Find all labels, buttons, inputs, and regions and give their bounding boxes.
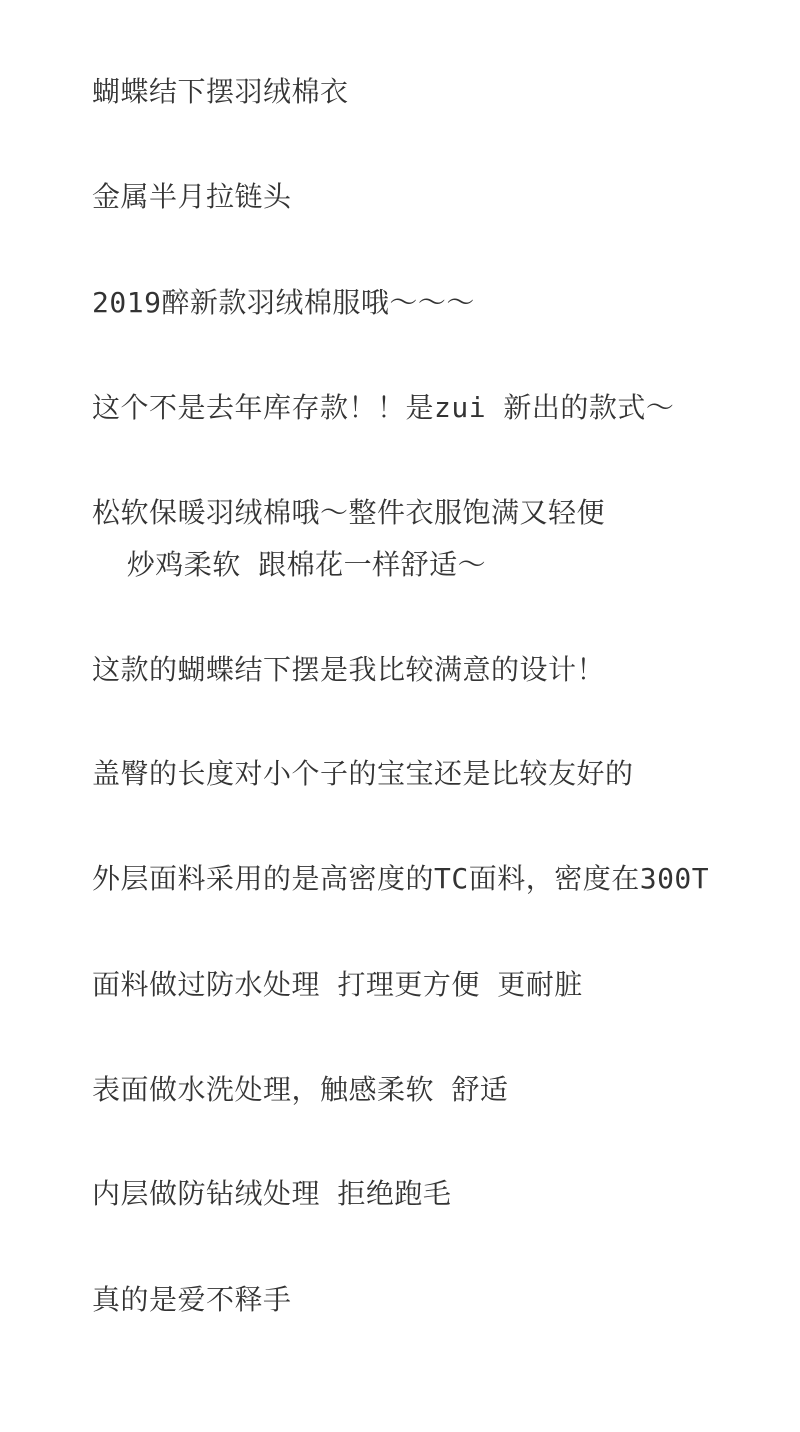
text-line-length: 盖臀的长度对小个子的宝宝还是比较友好的 [92, 757, 634, 790]
text-line-fabric: 外层面料采用的是高密度的TC面料，密度在300T [92, 862, 710, 895]
text-line-down-proof: 内层做防钻绒处理 拒绝跑毛 [92, 1177, 452, 1210]
text-line-zipper: 金属半月拉链头 [92, 180, 292, 213]
text-line-bow-design: 这款的蝴蝶结下摆是我比较满意的设计！ [92, 653, 606, 686]
text-line-waterproof: 面料做过防水处理 打理更方便 更耐脏 [92, 968, 583, 1001]
text-line-love-it: 真的是爱不释手 [92, 1283, 292, 1316]
text-line-new-style: 2019醉新款羽绒棉服哦～～～ [92, 286, 475, 319]
text-line-warmth: 松软保暖羽绒棉哦～整件衣服饱满又轻便 [92, 496, 606, 529]
text-line-softness: 炒鸡柔软 跟棉花一样舒适～ [92, 548, 487, 581]
text-line-washed-surface: 表面做水洗处理，触感柔软 舒适 [92, 1073, 509, 1106]
text-line-title: 蝴蝶结下摆羽绒棉衣 [92, 75, 349, 108]
text-line-not-old-stock: 这个不是去年库存款！！是zui 新出的款式～ [92, 391, 675, 424]
